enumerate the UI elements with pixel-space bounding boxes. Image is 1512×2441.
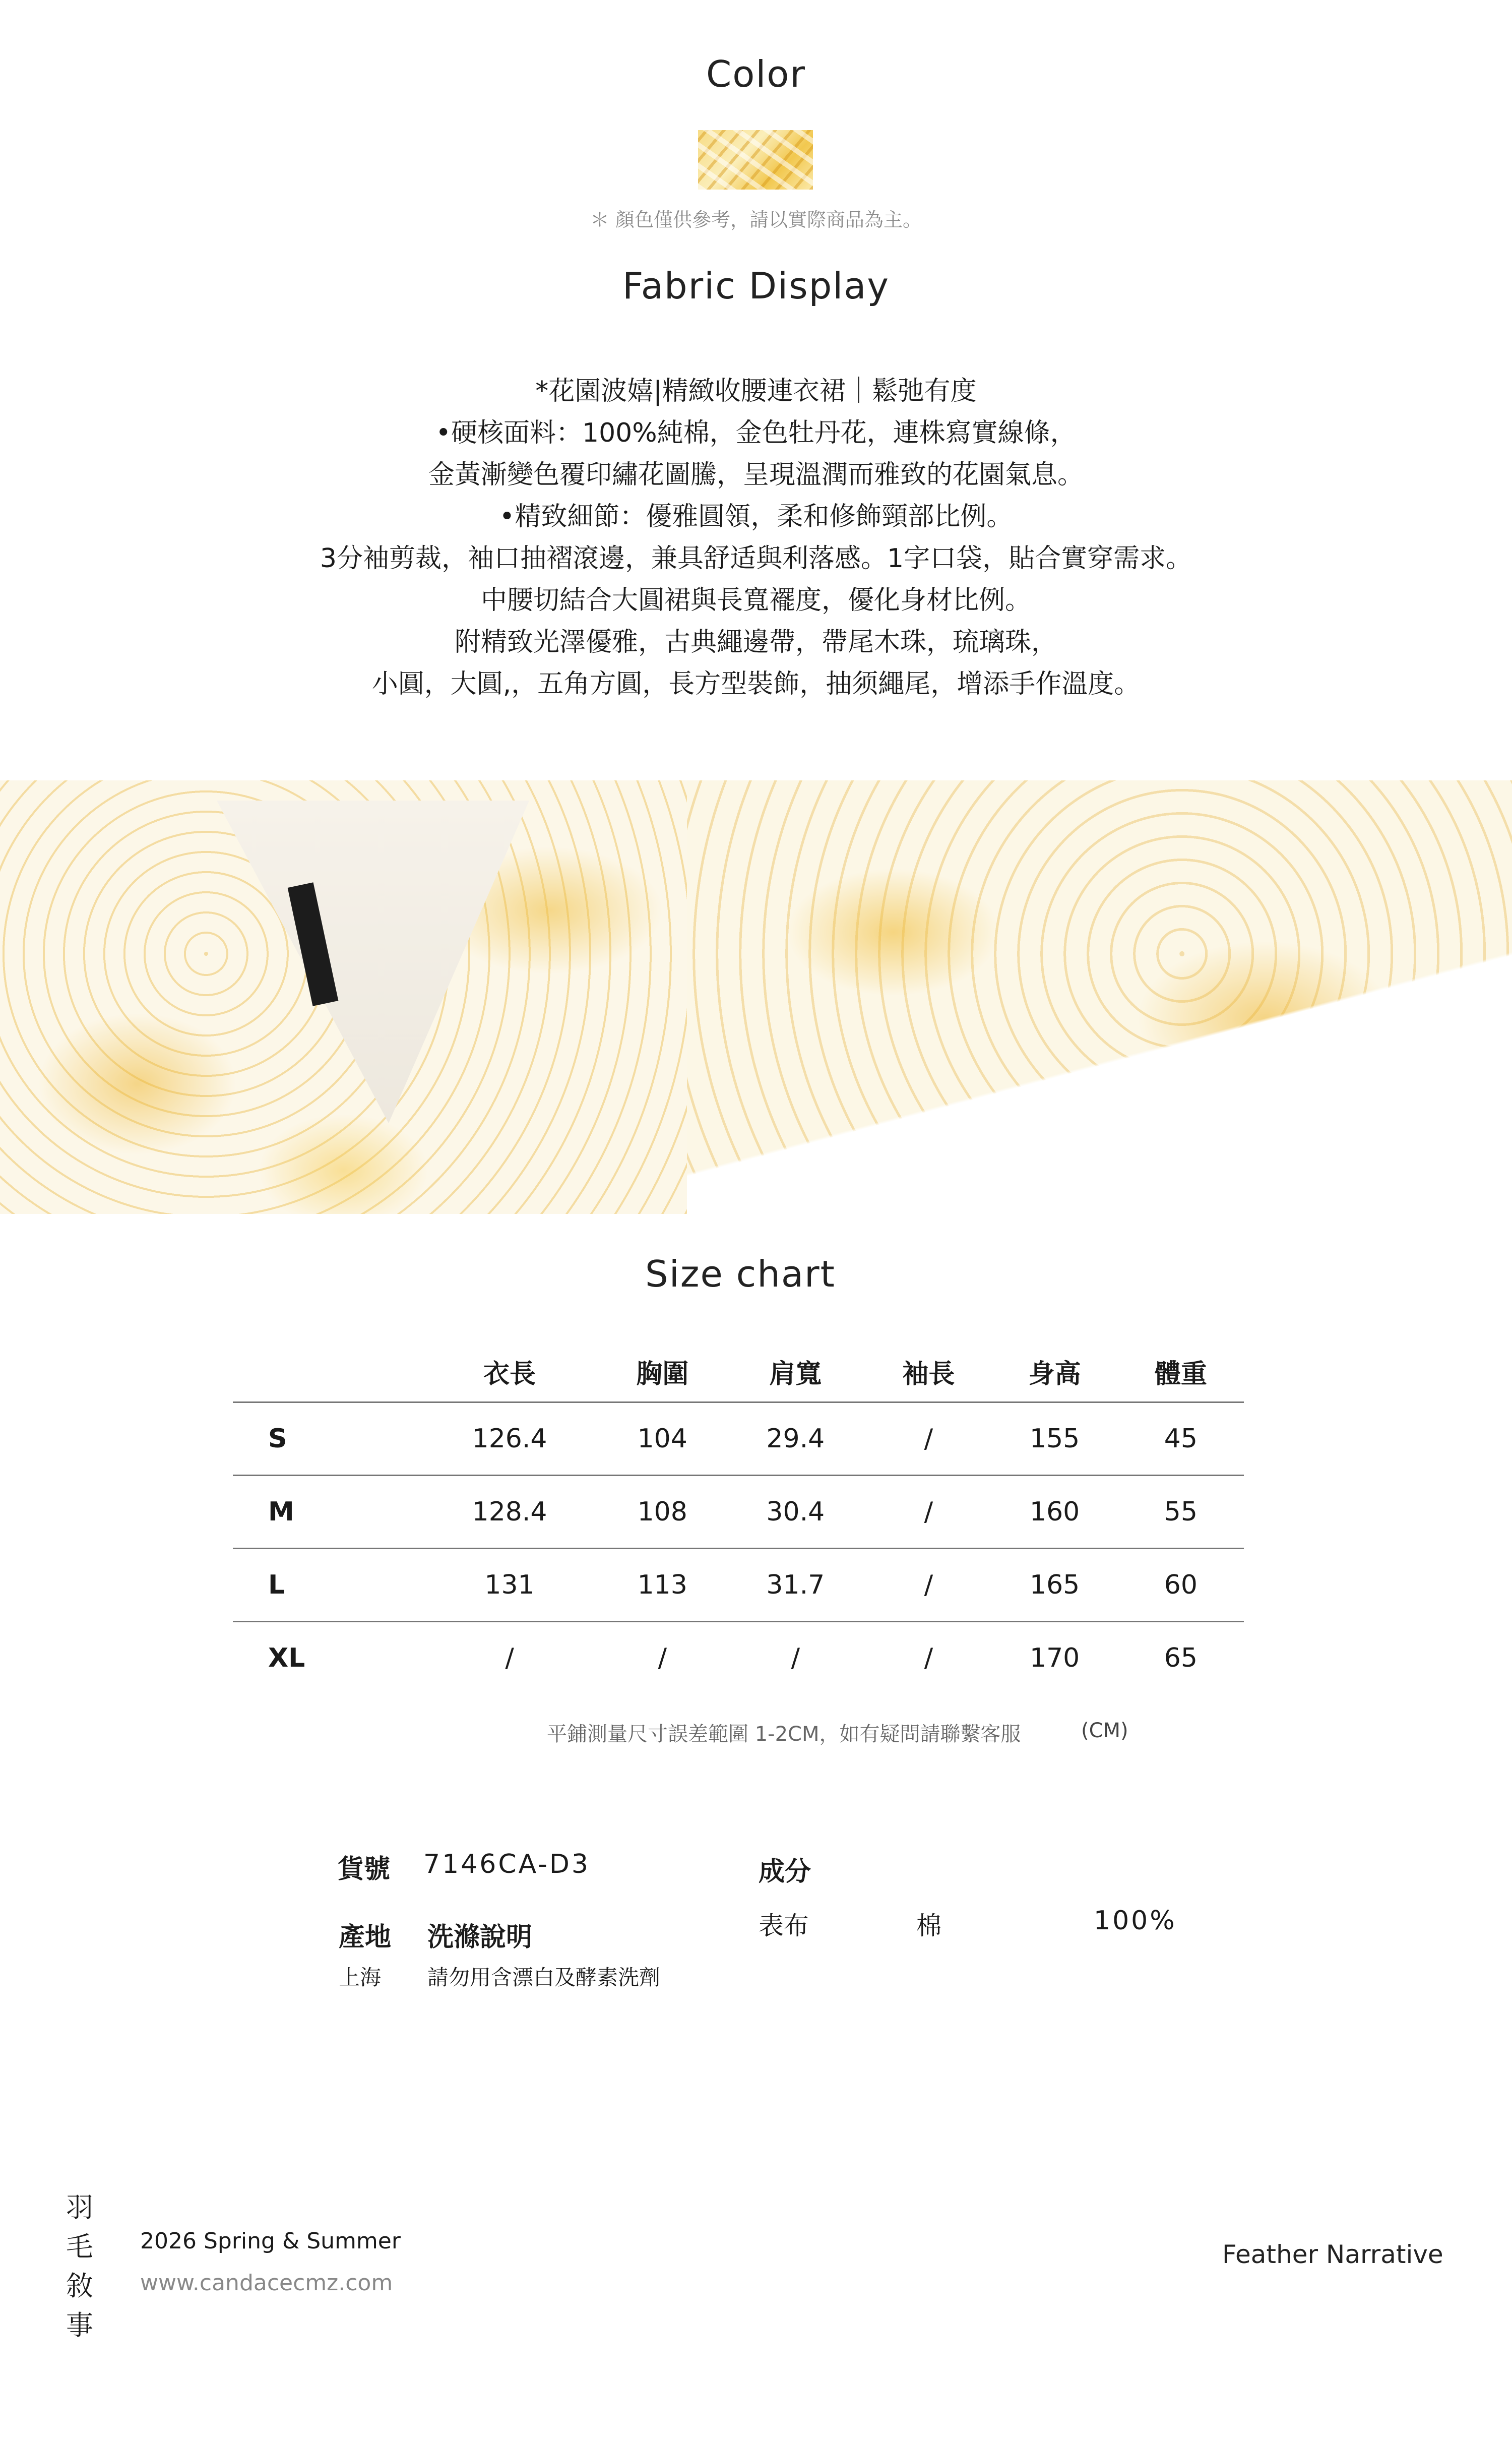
- column-header: 衣長: [483, 1359, 536, 1389]
- material-percent: 100%: [1094, 1906, 1177, 1936]
- color-note: ＊ 顏色僅供參考，請以實際商品為主。: [590, 209, 922, 231]
- size-chart-title: Size chart: [645, 1253, 836, 1295]
- color-title: Color: [706, 53, 806, 95]
- table-cell: /: [865, 1402, 991, 1476]
- description-line: •精致細節：優雅圓領，柔和修飾頸部比例。: [499, 502, 1013, 532]
- material-part: 表布: [759, 1911, 809, 1940]
- composition-label: 成分: [759, 1857, 811, 1887]
- table-row: [233, 1549, 1244, 1622]
- size-label: S: [233, 1402, 420, 1476]
- column-header: 胸圍: [636, 1359, 689, 1389]
- size-unit: (CM): [1081, 1719, 1128, 1742]
- size-label: XL: [233, 1622, 420, 1694]
- item-no-label: 貨號: [338, 1854, 391, 1884]
- table-cell: 29.4: [725, 1402, 865, 1476]
- table-cell: 60: [1118, 1549, 1244, 1622]
- description-line: •硬核面料：100%純棉，金色牡丹花，連株寫實線條，: [435, 418, 1077, 448]
- table-cell: 126.4: [420, 1402, 599, 1476]
- item-no-value: 7146CA-D3: [423, 1849, 590, 1879]
- color-swatch: [698, 130, 813, 190]
- description-line: 金黃漸變色覆印繡花圖騰，呈現溫潤而雅致的花園氣息。: [428, 460, 1084, 490]
- table-cell: 108: [599, 1476, 725, 1549]
- table-cell: /: [865, 1476, 991, 1549]
- brand-vertical-name: 羽毛敘事: [66, 2191, 93, 2341]
- website-link[interactable]: www.candacecmz.com: [140, 2270, 393, 2296]
- description-line: 附精致光澤優雅，古典繩邊帶，帶尾木珠，琉璃珠，: [454, 627, 1057, 657]
- description-line: 小圓，大圓,，五角方圓，長方型裝飾，抽须繩尾，增添手作溫度。: [371, 669, 1141, 699]
- table-row: [233, 1476, 1244, 1549]
- table-cell: 30.4: [725, 1476, 865, 1549]
- table-row: [233, 1402, 1244, 1476]
- fabric-description: [0, 371, 1512, 705]
- fabric-photo-collar: [0, 780, 687, 1214]
- table-cell: 65: [1118, 1622, 1244, 1694]
- table-cell: 155: [992, 1402, 1118, 1476]
- table-cell: /: [865, 1549, 991, 1622]
- table-corner: [233, 1341, 420, 1402]
- size-label: L: [233, 1549, 420, 1622]
- table-cell: /: [599, 1622, 725, 1694]
- column-header: 體重: [1154, 1359, 1207, 1389]
- collar-neckline: [217, 801, 529, 1123]
- table-cell: /: [865, 1622, 991, 1694]
- table-cell: 165: [992, 1549, 1118, 1622]
- season-text: 2026 Spring & Summer: [140, 2228, 401, 2254]
- table-cell: 31.7: [725, 1549, 865, 1622]
- table-cell: /: [725, 1622, 865, 1694]
- description-line: 3分袖剪裁，袖口抽褶滾邊，兼具舒适與利落感。1字口袋，貼合實穿需求。: [320, 543, 1192, 574]
- origin-value: 上海: [339, 1965, 382, 1990]
- column-header: 袖長: [902, 1359, 955, 1389]
- description-line: *花園波嬉|精緻收腰連衣裙｜鬆弛有度: [535, 376, 977, 406]
- table-cell: 131: [420, 1549, 599, 1622]
- photo-edge: [687, 780, 1512, 1214]
- size-note: 平鋪測量尺寸誤差範圍 1-2CM，如有疑問請聯繫客服: [547, 1723, 1021, 1746]
- size-table: [233, 1341, 1244, 1694]
- column-header: 肩寬: [769, 1359, 822, 1389]
- care-label: 洗滌說明: [427, 1922, 533, 1952]
- brand-tagline: Feather Narrative: [1222, 2240, 1443, 2269]
- table-row: [233, 1622, 1244, 1694]
- table-cell: 104: [599, 1402, 725, 1476]
- size-label: M: [233, 1476, 420, 1549]
- table-cell: 128.4: [420, 1476, 599, 1549]
- table-cell: 55: [1118, 1476, 1244, 1549]
- table-cell: /: [420, 1622, 599, 1694]
- origin-label: 產地: [339, 1922, 392, 1952]
- description-line: 中腰切結合大圓裙與長寬襬度，優化身材比例。: [480, 585, 1031, 616]
- material-name: 棉: [916, 1911, 941, 1940]
- column-header: 身高: [1028, 1359, 1081, 1389]
- care-value: 請勿用含漂白及酵素洗劑: [427, 1965, 661, 1990]
- fabric-photo-print: [687, 780, 1512, 1214]
- table-cell: 45: [1118, 1402, 1244, 1476]
- table-cell: 170: [992, 1622, 1118, 1694]
- table-cell: 113: [599, 1549, 725, 1622]
- table-cell: 160: [992, 1476, 1118, 1549]
- fabric-title: Fabric Display: [622, 265, 890, 307]
- table-header-row: [233, 1341, 1244, 1402]
